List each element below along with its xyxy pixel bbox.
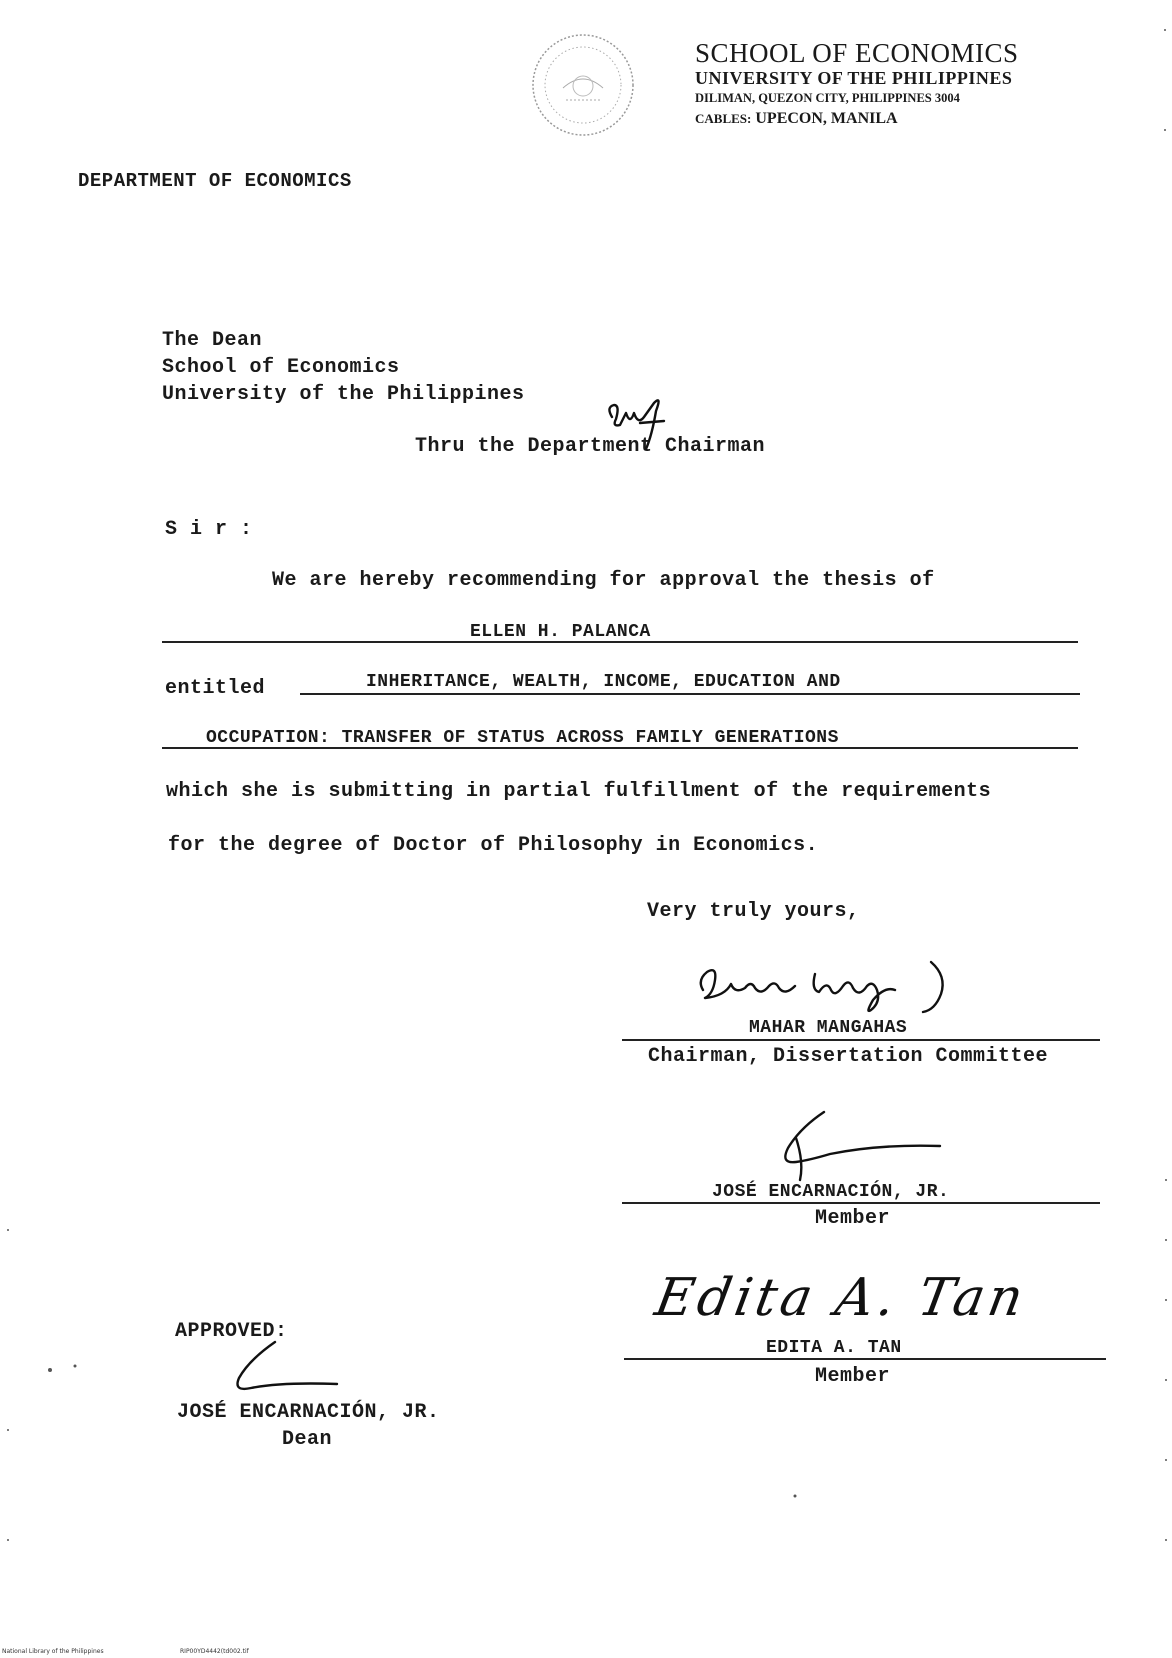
letterhead-address: DILIMAN, QUEZON CITY, PHILIPPINES 3004 xyxy=(695,91,960,105)
salutation: S i r : xyxy=(165,518,253,541)
addressee-line-2: School of Economics xyxy=(162,356,400,379)
entitled-label: entitled xyxy=(165,677,266,700)
approval-role: Dean xyxy=(282,1428,333,1451)
footer-right: RIP00YD4442(td002.tif xyxy=(180,1648,249,1655)
letterhead-university: UNIVERSITY OF THE PHILIPPINES xyxy=(695,68,1013,88)
signatory-3-role: Member xyxy=(815,1365,891,1388)
signatory-3-name: EDITA A. TAN xyxy=(766,1338,902,1358)
edita-tan-signature: Edita A. Tan xyxy=(650,1268,1032,1328)
footer-left: National Library of the Philippines xyxy=(2,1648,104,1655)
addressee-line-1: The Dean xyxy=(162,329,263,352)
signatory-1-name: MAHAR MANGAHAS xyxy=(749,1018,908,1038)
addressee-line-3: University of the Philippines xyxy=(162,383,525,406)
approved-label: APPROVED: xyxy=(175,1320,288,1343)
approval-name: JOSÉ ENCARNACIÓN, JR. xyxy=(177,1401,440,1424)
thru-line: Thru the Department Chairman xyxy=(415,435,766,458)
letterhead-school: SCHOOL OF ECONOMICS xyxy=(695,38,1019,68)
signatory-2-role: Member xyxy=(815,1207,891,1230)
department-heading: DEPARTMENT OF ECONOMICS xyxy=(78,170,352,192)
cables-value: UPECON, MANILA xyxy=(755,110,898,127)
body-line-4: for the degree of Doctor of Philosophy in Economics. xyxy=(168,834,819,857)
body-intro: We are hereby recommending for approval the thesis of xyxy=(272,569,935,592)
cables-label: CABLES: xyxy=(695,111,752,126)
signatory-1-role: Chairman, Dissertation Committee xyxy=(648,1045,1049,1068)
closing: Very truly yours, xyxy=(647,900,860,923)
signatory-2-name: JOSÉ ENCARNACIÓN, JR. xyxy=(712,1182,950,1202)
thesis-title-line-2: OCCUPATION: TRANSFER OF STATUS ACROSS FAMILY GENERATIONS xyxy=(206,728,839,748)
thesis-title-line-1: INHERITANCE, WEALTH, INCOME, EDUCATION AND xyxy=(366,672,841,692)
student-name: ELLEN H. PALANCA xyxy=(470,622,651,642)
body-line-3: which she is submitting in partial fulfillment of the requirements xyxy=(166,780,992,803)
